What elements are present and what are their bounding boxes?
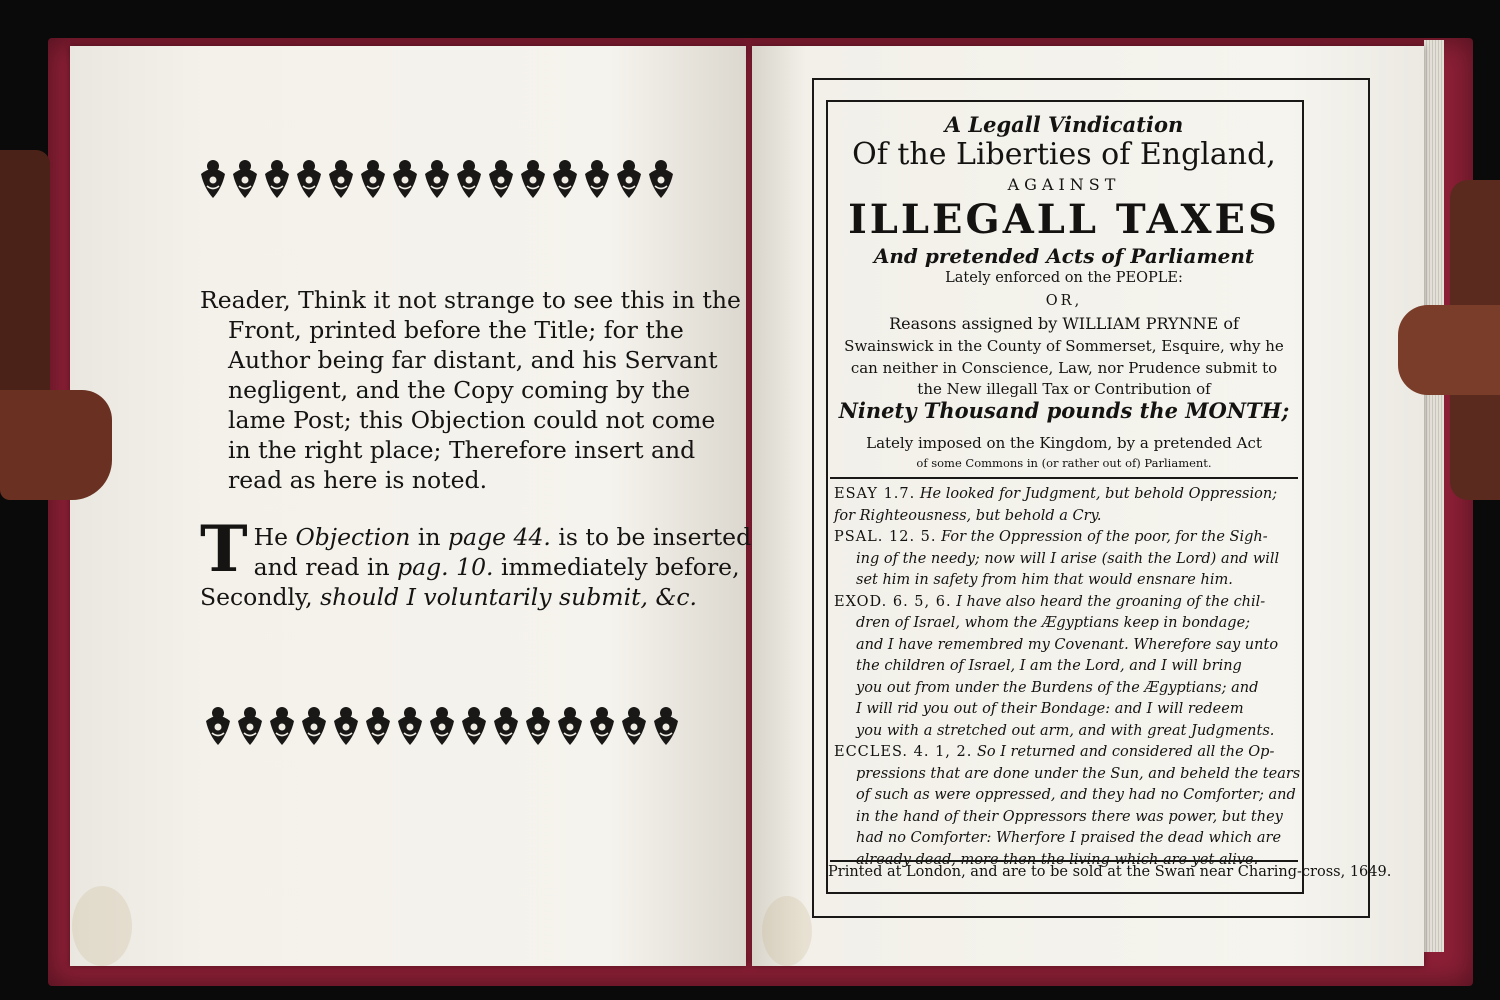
fleuron-icon: [230, 158, 260, 200]
scripture-ref: ESAY 1.7.: [834, 486, 916, 502]
fleuron-icon: [555, 705, 585, 747]
left-clip-tab: [0, 390, 112, 500]
imprint: Printed at London, and are to be sold at the Swan near Charing-cross, 1649.: [828, 864, 1392, 880]
scripture-line: for Righteousness, but behold a Cry.: [834, 507, 1102, 524]
fleuron-icon: [363, 705, 393, 747]
scripture-block: [834, 527, 1296, 592]
main-title: ILLEGALL TAXES: [848, 196, 1280, 243]
fleuron-icon: [619, 705, 649, 747]
scripture-line: you with a stretched out arm, and with great Judgments.: [856, 722, 1275, 739]
title-line: Reasons assigned by WILLIAM PRYNNE of: [889, 314, 1239, 333]
fleuron-icon: [422, 158, 452, 200]
fleuron-icon: [523, 705, 553, 747]
scripture-line: set him in safety from him that would ensnare him.: [856, 572, 1233, 588]
scripture-ref: ECCLES. 4. 1, 2.: [834, 744, 973, 760]
scripture-line: already dead, more then the living which are yet alive.: [856, 851, 1259, 868]
title-line: AGAINST: [1007, 175, 1121, 194]
fleuron-icon: [390, 158, 420, 200]
scripture-block: [834, 592, 1296, 743]
objection-text: immediately before,: [493, 553, 740, 581]
objection-text: in: [410, 523, 449, 551]
note-line: in the right place; Therefore insert and: [228, 436, 696, 464]
fleuron-icon: [491, 705, 521, 747]
note-line: Author being far distant, and his Servant: [228, 346, 718, 374]
fleuron-icon: [331, 705, 361, 747]
fleuron-icon: [235, 705, 265, 747]
fleuron-icon: [267, 705, 297, 747]
note-line: Reader, Think it not strange to see this in the: [200, 286, 741, 314]
title-line: OR,: [1045, 293, 1083, 309]
fleuron-icon: [614, 158, 644, 200]
page-edges: [1424, 40, 1444, 952]
fleuron-icon: [486, 158, 516, 200]
scripture-line: you out from under the Burdens of the Ægyptians; and: [856, 679, 1259, 696]
scripture-line: the children of Israel, I am the Lord, and I will bring: [856, 658, 1242, 674]
title-line: the New illegall Tax or Contribution of: [917, 380, 1211, 398]
title-line: can neither in Conscience, Law, nor Prudence submit to: [850, 359, 1278, 377]
fleuron-icon: [582, 158, 612, 200]
printer-note: [200, 285, 741, 495]
scripture-line: ing of the needy; now will I arise (saith the Lord) and will: [856, 550, 1280, 567]
scripture-line: in the hand of their Oppressors there was power, but they: [856, 808, 1283, 825]
title-line: of some Commons in (or rather out of) Parliament.: [916, 456, 1212, 470]
objection-text: page 44.: [448, 523, 551, 551]
fleuron-icon: [262, 158, 292, 200]
scripture-block: [834, 742, 1301, 871]
fleuron-icon: [294, 158, 324, 200]
objection-text: should I voluntarily submit, &c.: [320, 583, 698, 611]
fleuron-icon: [587, 705, 617, 747]
title-line: Lately imposed on the Kingdom, by a pretended Act: [866, 434, 1262, 452]
scripture-line: He looked for Judgment, but behold Oppression;: [919, 486, 1278, 502]
objection-text: and read in: [253, 553, 398, 581]
fleuron-icon: [358, 158, 388, 200]
scripture-block: [834, 484, 1296, 527]
rule-divider: [830, 477, 1298, 479]
objection-text: pag. 10.: [397, 553, 494, 581]
title-line: And pretended Acts of Parliament: [873, 244, 1255, 268]
title-line: Ninety Thousand pounds the MONTH;: [838, 398, 1290, 423]
title-line: Of the Liberties of England,: [852, 137, 1276, 172]
fleuron-icon: [395, 705, 425, 747]
fleuron-icon: [203, 705, 233, 747]
rule-divider: [830, 860, 1298, 862]
fleuron-icon: [326, 158, 356, 200]
objection-text: Secondly,: [200, 583, 321, 611]
scripture-ref: EXOD. 6. 5, 6.: [834, 593, 952, 610]
objection-text: He: [253, 523, 296, 551]
fleuron-icon: [299, 705, 329, 747]
fleuron-icon: [427, 705, 457, 747]
fleuron-icon: [198, 158, 228, 200]
scripture-line: and I have remembred my Covenant. Wherefore say unto: [856, 636, 1279, 653]
note-line: negligent, and the Copy coming by the: [228, 376, 691, 404]
scripture-ref: PSAL. 12. 5.: [834, 529, 937, 545]
fleuron-icon: [550, 158, 580, 200]
bottom-ornament-border: [203, 705, 681, 747]
scripture-line: I have also heard the groaning of the chil-: [956, 593, 1266, 610]
note-line: read as here is noted.: [228, 466, 488, 494]
scripture-line: pressions that are done under the Sun, and beheld the tears: [856, 765, 1301, 782]
fleuron-icon: [518, 158, 548, 200]
objection-note: [200, 512, 752, 612]
note-line: Front, printed before the Title; for the: [228, 316, 684, 344]
title-line: Swainswick in the County of Sommerset, Esquire, why he: [844, 337, 1284, 355]
fleuron-icon: [651, 705, 681, 747]
objection-text: Objection: [295, 523, 411, 551]
scripture-quotes: [834, 484, 1301, 871]
note-line: lame Post; this Objection could not come: [228, 406, 716, 434]
scripture-line: had no Comforter: Wherfore I praised the dead which are: [856, 830, 1282, 846]
scripture-line: I will rid you out of their Bondage: and I will redeem: [856, 701, 1244, 717]
drop-cap: T: [200, 512, 248, 587]
title-line: Lately enforced on the PEOPLE:: [945, 270, 1183, 286]
scripture-line: dren of Israel, whom the Ægyptians keep in bondage;: [856, 615, 1251, 631]
fleuron-icon: [646, 158, 676, 200]
top-ornament-border: [198, 158, 676, 200]
right-clip-tab: [1398, 305, 1500, 395]
scripture-line: For the Oppression of the poor, for the Sigh-: [941, 529, 1268, 545]
title-line: A Legall Vindication: [944, 112, 1184, 137]
fleuron-icon: [454, 158, 484, 200]
scripture-line: of such as were oppressed, and they had no Comforter; and: [856, 787, 1296, 803]
scripture-line: So I returned and considered all the Op-: [976, 744, 1275, 760]
objection-text: is to be inserted: [550, 523, 752, 551]
fleuron-icon: [459, 705, 489, 747]
